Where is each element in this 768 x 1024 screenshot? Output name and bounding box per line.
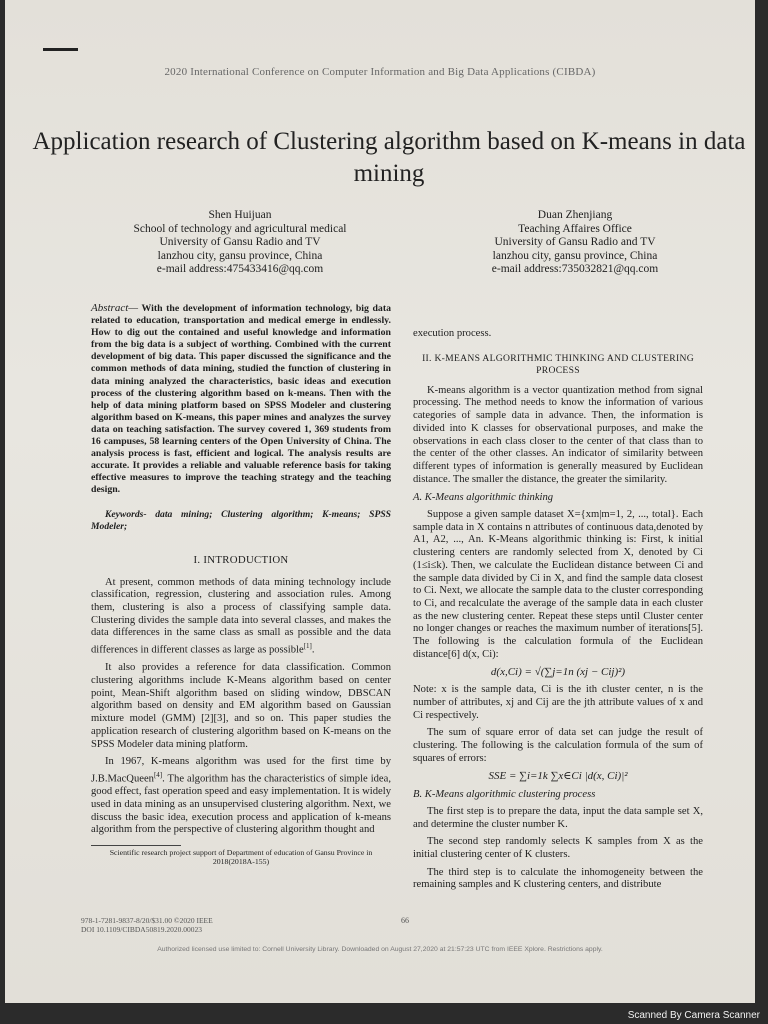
author-email: e-mail address:475433416@qq.com [156,263,324,275]
intro-paragraph-2: It also provides a reference for data classification. Common clustering algorithms include K-Means algorithm based on center point, Mean-Shift algorithm based on sliding window, DBSCAN algorithm based on density and EM algorithm based on Gaussian mixture model (GMM) [2][3], and so on. This paper studies the application research of clustering algorithm based on K-means on the SPSS Modeler data mining platform. [91,662,391,750]
author-affiliation: School of technology and agricultural medical [133,222,347,235]
conference-header: 2020 International Conference on Computer Information and Big Data Applications (CIBDA) [164,66,596,78]
isbn-line: 978-1-7281-9837-8/20/$31.00 ©2020 IEEE [81,916,213,925]
step-2-paragraph: The second step randomly selects K samples from X as the initial clustering center of K clusters. [413,836,703,860]
scanner-watermark: Scanned By Camera Scanner [627,1010,760,1021]
step-1-paragraph: The first step is to prepare the data, input the data sample set X, and determine the cluster number K. [413,805,703,830]
keywords: Keywords- data mining; Clustering algorithm; K-means; SPSS Modeler; [91,508,391,533]
section-heading-kmeans: II. K-MEANS ALGORITHMIC THINKING AND CLUSTERING PROCESS [422,352,694,376]
abstract [91,302,391,497]
author-email: e-mail address:735032821@qq.com [491,263,659,275]
section-heading-introduction: I. INTRODUCTION [193,553,289,566]
paper-page [5,0,755,1003]
subsection-heading-a: A. K-Means algorithmic thinking [413,492,554,504]
author-name: Duan Zhenjiang [537,209,613,221]
author-university: University of Gansu Radio and TV [159,236,321,248]
author-city: lanzhou city, gansu province, China [492,249,658,262]
abstract-lead: Abstract— [91,302,139,314]
sse-paragraph: The sum of square error of data set can judge the result of clustering. The following is the calculation formula of the sum of squares of errors: [413,727,703,764]
page-number: 66 [401,916,409,925]
download-notice: Authorized licensed use limited to: Cornell University Library. Downloaded on August 27,2020 at 21:57:23 UTC from IEEE Xplore. Restrictions apply. [157,946,603,953]
abstract-text: With the development of information technology, big data related to education, transportation and medical emerge in endlessly. How to dig out the contained and useful knowledge and information from the big data is a subject of worthing. Combined with the current development of big data. This paper discussed the significance and the common methods of data mining, studied the function of clustering in data mining analyzed the characteristics, basic ideas and execution process of the clustering algorithm based on k-means. Then with the help of data mining platform based on SPSS Modeler and clustering algorithm based on K-means, this paper mines and analyzes the survey data on teaching satisfaction. The survey covered 1, 369 students from 16 campuses, 58 learning centers of the Open University of China. The analysis process is fast, efficient and logical. The analysis results are accurate. It provides a reliable and valuable reference basis for taking effective measures to improve the teaching strategy and the teaching design. [91,303,391,496]
subsection-heading-b: B. K-Means algorithmic clustering process [413,789,596,801]
intro-paragraph-3: In 1967, K-means algorithm was used for the first time by J.B.MacQueen[4]. The algorithm has the characteristics of simple idea, good effect, fast operation speed and easy implementation. It is widely used in data mining as an unsupervised clustering algorithm. Next, we discuss the basic idea, execution process and application of k-means algorithm from the perspective of clustering algorithm thought and [91,756,391,836]
author-name: Shen Huijuan [208,209,272,221]
author-block-2 [450,209,700,277]
right-column [413,328,703,897]
kmeans-paragraph: K-means algorithm is a vector quantization method from signal processing. The method needs to know the information of various categories of sample data in advance. Then, the information is divided into K classes for observational purposes, and make the observations in each class closer to the center of that class than to the center of the other classes. An indicator of similarity between different types of information is generally measured by Euclidean distance. The smaller the distance, the greater the similarity. [413,384,703,485]
author-university: University of Gansu Radio and TV [494,236,656,248]
intro-paragraph-1: At present, common methods of data mining technology include classification, regression, clustering and association rules. Among them, clustering is also a process of classifying sample data. Clustering divides the sample data into several classes, and makes the data differences in the same class as small as possible and the data differences in different classes as large as possible[1]. [91,576,391,656]
step-3-paragraph: The third step is to calculate the inhomogeneity between the remaining samples and K clustering centers, and distribute [413,866,703,891]
doi-line: DOI 10.1109/CIBDA50819.2020.00023 [81,925,202,934]
continued-text: execution process. [413,328,492,339]
formula-note: Note: x is the sample data, Ci is the ith cluster center, n is the number of attributes, xj and Cij are the jth attribute values of x and Ci respectively. [413,684,703,721]
author-city: lanzhou city, gansu province, China [157,249,323,262]
sse-formula: SSE = ∑i=1k ∑x∈Ci |d(x, Ci)|² [488,770,628,783]
paper-title: Application research of Clustering algorithm based on K-means in data mining [32,128,746,187]
kmeans-thinking-paragraph: Suppose a given sample dataset X={xm|m=1, 2, ..., total}. Each sample data in X contains n attributes of continuous data,denoted by A1, A2, ..., An. K-Means algorithmic thinking is: First, k initial clustering centers are randomly selected from X, denoted by Ci (1≤i≤k). Then, we calculate the Euclidean distance between Ci and the sample data divided by Ci in X, and find the sample data closest to Ci. Next, we allocate the sample data to the cluster corresponding to Ci, and recalculate the average of the sample data in each cluster as the new clustering center. Repeat these steps until Cluster center no longer changes or reaches the maximum number of iterations[5]. The following is the calculation formula of the Euclidean distance[6] d(x, Ci): [413,509,703,660]
euclidean-formula: d(x,Ci) = √(∑j=1n (xj − Cij)²) [490,666,626,679]
author-block-1 [105,209,375,277]
footnote-rule [91,845,181,846]
author-affiliation: Teaching Affaires Office [518,222,632,235]
scan-mark [43,48,78,51]
left-column [91,302,391,866]
copyright-footer [81,916,213,934]
footnote: Scientific research project support of Department of education of Gansu Province in 2018(2018A-155) [109,848,373,867]
